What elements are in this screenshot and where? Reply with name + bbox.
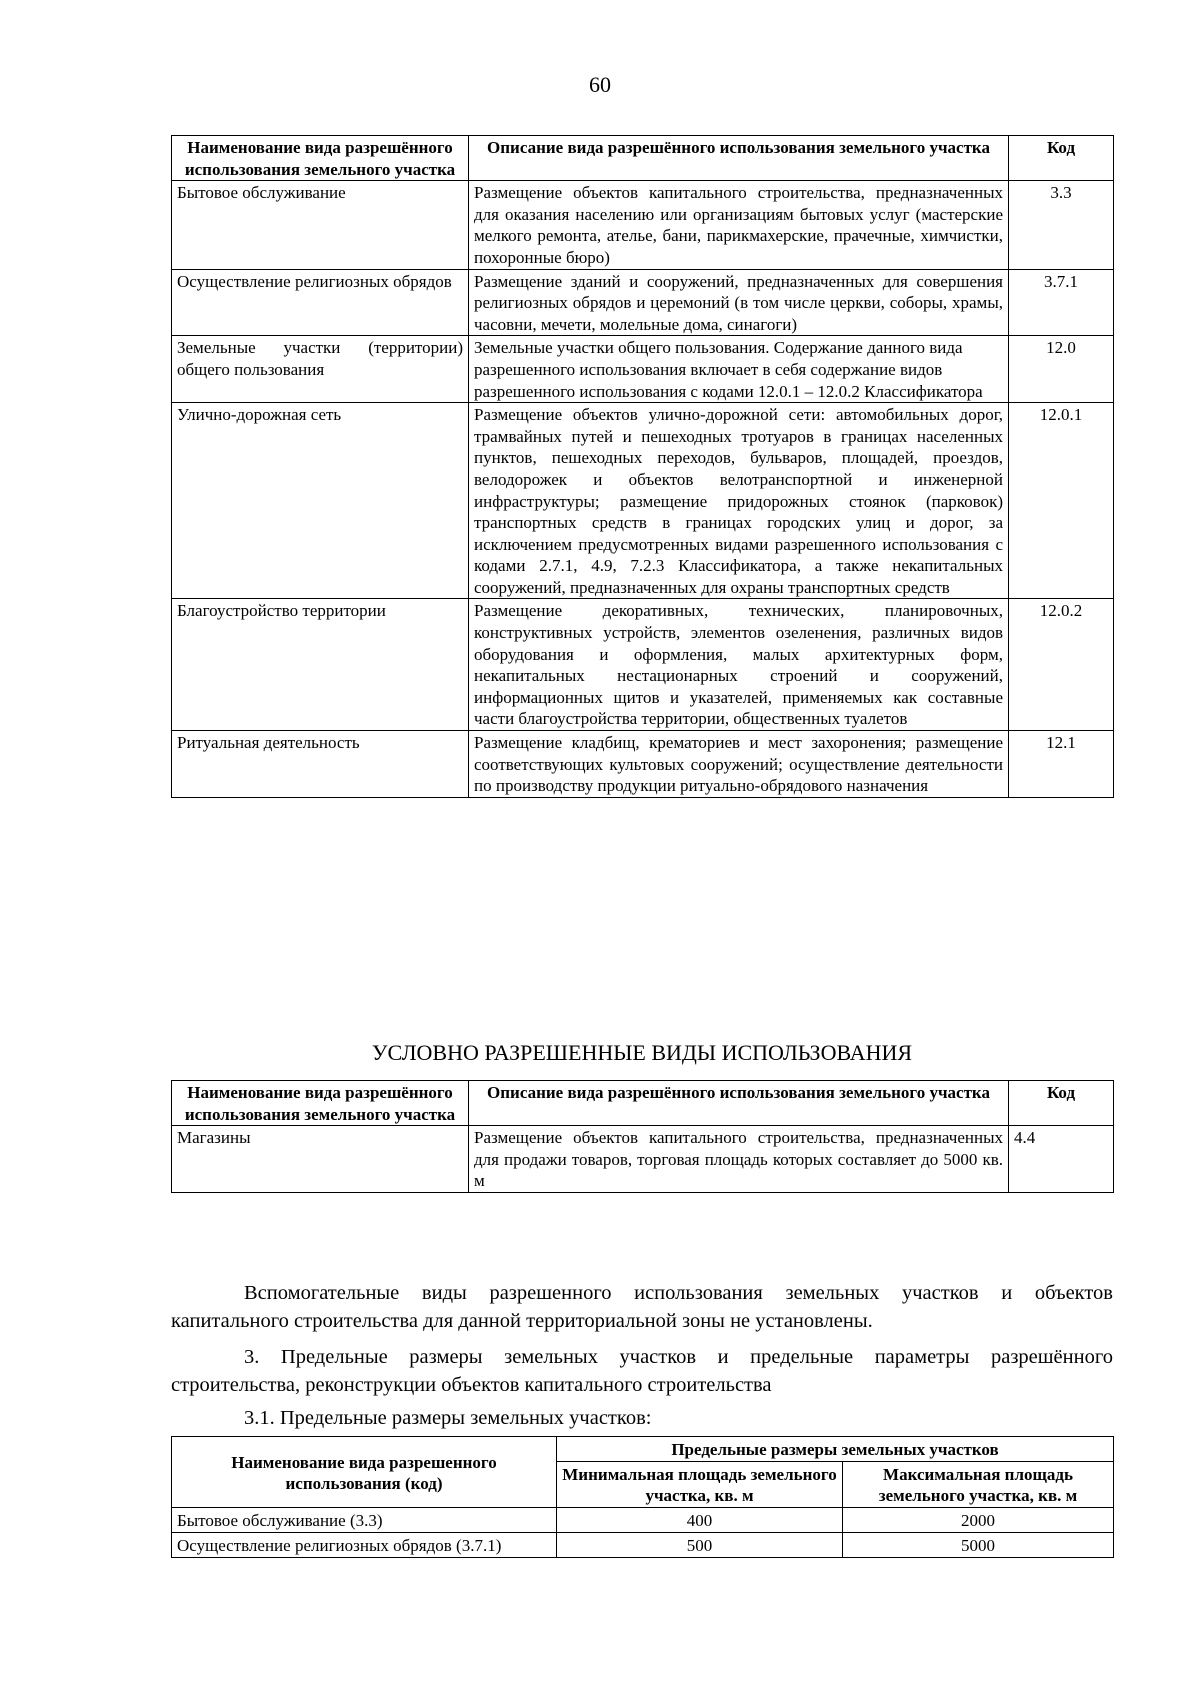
header-name: Наименование вида разрешённого использования земельного участка (172, 1081, 469, 1126)
use-code: 12.0.1 (1009, 403, 1114, 599)
auxiliary-uses-paragraph: Вспомогательные виды разрешенного использования земельных участков и объектов капитального строительства для данной территориальной зоны не установлены. (171, 1282, 1113, 1332)
header-min-area: Минимальная площадь земельного участка, кв. м (557, 1462, 843, 1508)
table-row (172, 403, 1114, 599)
table-row (172, 1508, 1114, 1533)
permitted-uses-table (171, 135, 1114, 798)
table-header-row (172, 1081, 1114, 1126)
use-description: Земельные участки общего пользования. Содержание данного вида разрешенного использования включает в себя содержание видов разрешенного использования с кодами 12.0.1 – 12.0.2 Классификатора (469, 336, 1009, 403)
header-name: Наименование вида разрешённого использования земельного участка (172, 136, 469, 181)
use-code: 12.0 (1009, 336, 1114, 403)
header-description: Описание вида разрешённого использования земельного участка (469, 1081, 1009, 1126)
table-row (172, 269, 1114, 336)
table-row (172, 731, 1114, 798)
table-row (172, 1126, 1114, 1193)
use-name: Бытовое обслуживание (172, 181, 469, 269)
page-number: 60 (589, 72, 611, 97)
use-description: Размещение объектов улично-дорожной сети: автомобильных дорог, трамвайных путей и пешеходных тротуаров в границах населенных пунктов, пешеходных переходов, бульваров, площадей, проездов, велодорожек и объектов велотранспортной и инженерной инфраструктуры; размещение придорожных стоянок (парковок) транспортных средств в границах городских улиц и дорог, за исключением предусмотренных видами разрешенного использования с кодами 2.7.1, 4.9, 7.2.3 Классификатора, а также некапитальных сооружений, предназначенных для охраны транспортных средств (469, 403, 1009, 599)
max-area: 5000 (843, 1533, 1114, 1558)
header-code: Код (1009, 136, 1114, 181)
table-row (172, 599, 1114, 731)
use-description: Размещение объектов капитального строительства, предназначенных для оказания населению или организациям бытовых услуг (мастерские мелкого ремонта, ателье, бани, парикмахерские, прачечные, химчистки, похоронные бюро) (469, 181, 1009, 269)
use-description: Размещение кладбищ, крематориев и мест захоронения; размещение соответствующих культовых сооружений; осуществление деятельности по производству продукции ритуально-обрядового назначения (469, 731, 1009, 798)
use-code: 3.7.1 (1009, 269, 1114, 336)
conditional-uses-heading: УСЛОВНО РАЗРЕШЕННЫЕ ВИДЫ ИСПОЛЬЗОВАНИЯ (371, 1040, 913, 1065)
table-row (172, 336, 1114, 403)
use-name: Земельные участки (территории) общего пользования (172, 336, 469, 403)
use-name: Улично-дорожная сеть (172, 403, 469, 599)
sizes-paragraph: 3.1. Предельные размеры земельных участков: (244, 1407, 652, 1429)
use-code: 4.4 (1009, 1126, 1114, 1193)
header-size-group: Предельные размеры земельных участков (557, 1437, 1114, 1462)
header-code: Код (1009, 1081, 1114, 1126)
use-code: 12.0.2 (1009, 599, 1114, 731)
use-description: Размещение зданий и сооружений, предназначенных для совершения религиозных обрядов и церемоний (в том числе церкви, соборы, храмы, часовни, мечети, молельные дома, синагоги) (469, 269, 1009, 336)
conditional-uses-table (171, 1080, 1114, 1193)
use-name: Магазины (172, 1126, 469, 1193)
table-row (172, 181, 1114, 269)
use-description: Размещение объектов капитального строительства, предназначенных для продажи товаров, торговая площадь которых составляет до 5000 кв. м (469, 1126, 1009, 1193)
size-use-name: Бытовое обслуживание (3.3) (172, 1508, 557, 1533)
table-header-row (172, 1437, 1114, 1462)
use-name: Осуществление религиозных обрядов (172, 269, 469, 336)
limits-paragraph: 3. Предельные размеры земельных участков и предельные параметры разрешённого строительства, реконструкции объектов капитального строительства (171, 1346, 1113, 1396)
min-area: 400 (557, 1508, 843, 1533)
plot-sizes-table (171, 1436, 1114, 1558)
table-row (172, 1533, 1114, 1558)
table-header-row (172, 136, 1114, 181)
max-area: 2000 (843, 1508, 1114, 1533)
header-max-area: Максимальная площадь земельного участка, кв. м (843, 1462, 1114, 1508)
use-code: 12.1 (1009, 731, 1114, 798)
use-name: Благоустройство территории (172, 599, 469, 731)
size-use-name: Осуществление религиозных обрядов (3.7.1) (172, 1533, 557, 1558)
header-use-name: Наименование вида разрешенного использования (код) (172, 1437, 557, 1508)
use-code: 3.3 (1009, 181, 1114, 269)
min-area: 500 (557, 1533, 843, 1558)
use-description: Размещение декоративных, технических, планировочных, конструктивных устройств, элементов озеленения, различных видов оборудования и оформления, малых архитектурных форм, некапитальных нестационарных строений и сооружений, информационных щитов и указателей, применяемых как составные части благоустройства территории, общественных туалетов (469, 599, 1009, 731)
header-description: Описание вида разрешённого использования земельного участка (469, 136, 1009, 181)
use-name: Ритуальная деятельность (172, 731, 469, 798)
